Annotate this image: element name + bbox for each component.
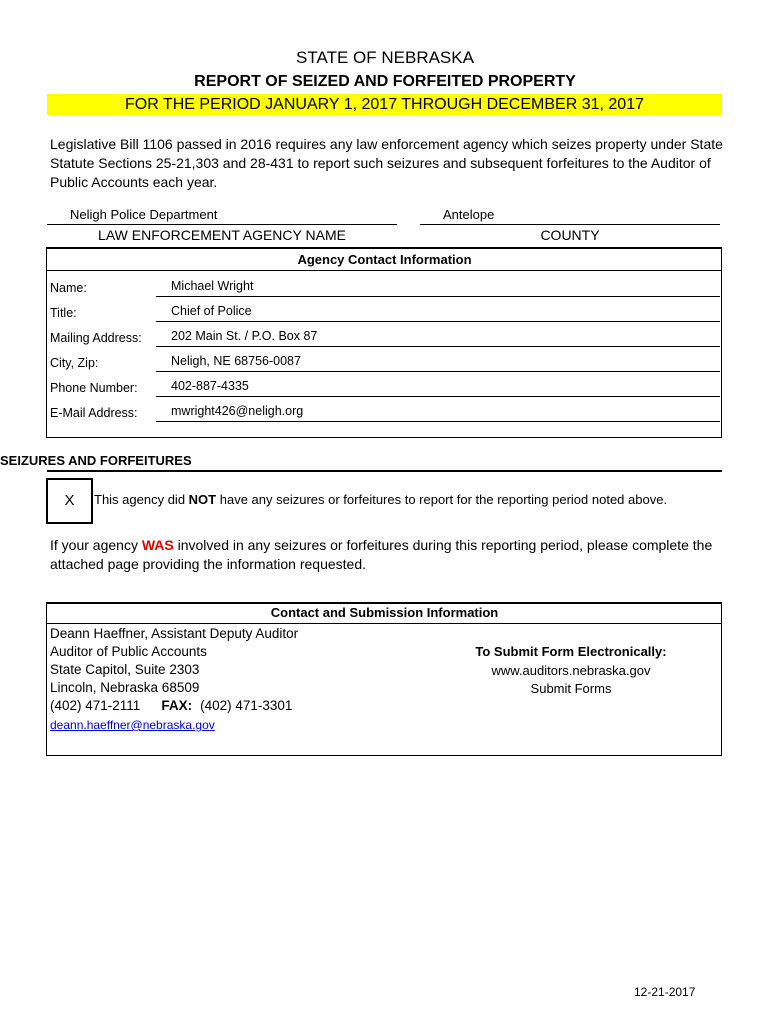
name-label: Name: [50,281,87,295]
contact-line-1: Deann Haeffner, Assistant Deputy Auditor [50,626,299,641]
submission-title-divider [47,623,721,624]
was-keyword: WAS [141,537,174,553]
was-text-pre: If your agency [50,537,142,553]
county-label: COUNTY [540,227,600,243]
intro-paragraph: Legislative Bill 1106 passed in 2016 requires any law enforcement agency which seizes property under State Statute Sections 25-21,303 and 28-431 to report such seizures and subsequent forfeitures to the Auditor of Public Accounts each year. [50,136,723,190]
seizures-title: SEIZURES AND FORFEITURES [0,453,192,468]
name-value[interactable]: Michael Wright [171,279,254,293]
title-underline [156,321,720,322]
contact-phone-line [50,698,292,713]
county-underline [420,224,720,225]
no-seizures-statement [94,492,667,507]
contact-line-2: Auditor of Public Accounts [50,644,207,659]
submit-forms-link[interactable]: Submit Forms [530,681,612,696]
footer-date: 12-21-2017 [634,985,696,999]
mailing-address-underline [156,346,720,347]
period-banner: FOR THE PERIOD JANUARY 1, 2017 THROUGH DECEMBER 31, 2017 [47,94,722,115]
was-statement [50,536,730,574]
mailing-address-value[interactable]: 202 Main St. / P.O. Box 87 [171,329,318,343]
seizures-divider [47,470,722,472]
title-value[interactable]: Chief of Police [171,304,252,318]
agency-contact-title: Agency Contact Information [297,252,472,267]
fax-label: FAX: [161,698,193,713]
agency-name-value: Neligh Police Department [70,207,218,222]
agency-contact-box [46,247,722,438]
contact-phone: (402) 471-2111 [50,698,141,713]
agency-name-label: LAW ENFORCEMENT AGENCY NAME [98,227,346,243]
city-zip-underline [156,371,720,372]
email-underline [156,421,720,422]
was-text-post: involved in any seizures or forfeitures during this reporting period, please complete the attached page providing the information requested. [50,537,713,572]
contact-line-4: Lincoln, Nebraska 68509 [50,680,200,695]
fax-number: (402) 471-3301 [200,698,293,713]
contact-line-3: State Capitol, Suite 2303 [50,662,200,677]
phone-underline [156,396,720,397]
no-seizures-checkbox[interactable]: X [46,478,93,524]
report-title: REPORT OF SEIZED AND FORFEITED PROPERTY [194,73,576,90]
county-value: Antelope [443,207,495,222]
contact-email-link[interactable]: deann.haeffner@nebraska.gov [50,718,215,732]
mailing-address-label: Mailing Address: [50,331,142,345]
no-seizures-text-bold: NOT [188,492,217,507]
title-label: Title: [50,306,77,320]
state-heading: STATE OF NEBRASKA [296,48,474,67]
phone-value[interactable]: 402-887-4335 [171,379,249,393]
email-label: E-Mail Address: [50,406,138,420]
city-zip-label: City, Zip: [50,356,99,370]
phone-label: Phone Number: [50,381,138,395]
email-value[interactable]: mwright426@neligh.org [171,404,304,418]
name-underline [156,296,720,297]
submission-title: Contact and Submission Information [270,605,499,620]
submit-electronically-title: To Submit Form Electronically: [475,644,667,659]
agency-name-underline [47,224,397,225]
contact-title-divider [47,270,721,271]
no-seizures-text-pre: This agency did [94,492,189,507]
submit-url[interactable]: www.auditors.nebraska.gov [491,663,651,678]
city-zip-value[interactable]: Neligh, NE 68756-0087 [171,354,301,368]
no-seizures-text-post: have any seizures or forfeitures to report for the reporting period noted above. [216,492,668,507]
